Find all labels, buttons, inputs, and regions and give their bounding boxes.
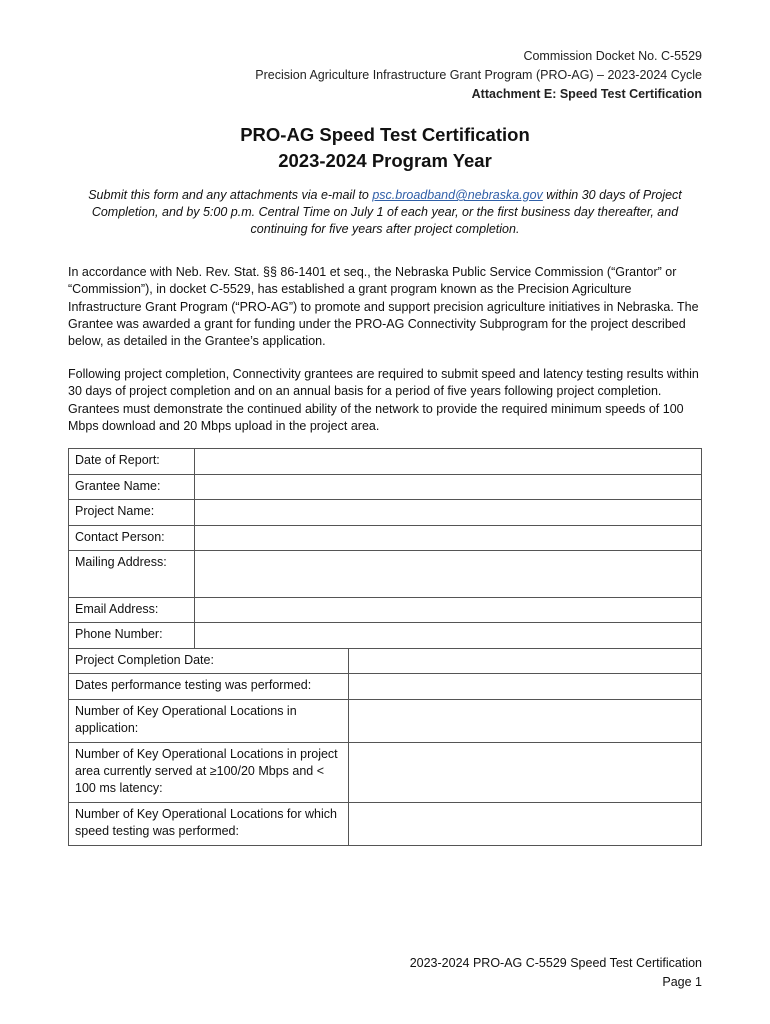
kol-served-label: Number of Key Operational Locations in project area currently served at ≥100/20 Mbps and < 100 ms latency: xyxy=(69,743,349,803)
grantee-name-label: Grantee Name: xyxy=(69,475,195,500)
form-row xyxy=(69,803,702,846)
form-row xyxy=(69,551,702,598)
form-row xyxy=(69,475,702,500)
document-header xyxy=(255,47,702,104)
date-of-report-label: Date of Report: xyxy=(69,449,195,475)
contact-person-field[interactable] xyxy=(194,526,701,551)
email-address-label: Email Address: xyxy=(69,598,195,623)
email-link[interactable]: psc.broadband@nebraska.gov xyxy=(372,188,543,202)
title-line-1: PRO-AG Speed Test Certification xyxy=(240,124,530,145)
form-row xyxy=(69,700,702,743)
form-row xyxy=(69,598,702,623)
kol-application-label: Number of Key Operational Locations in application: xyxy=(69,700,349,743)
project-name-field[interactable] xyxy=(194,500,701,526)
form-row xyxy=(69,449,702,475)
program-name: Precision Agriculture Infrastructure Grant Program (PRO-AG) – 2023-2024 Cycle xyxy=(255,68,702,82)
docket-number: Commission Docket No. C-5529 xyxy=(523,49,702,63)
mailing-address-field[interactable] xyxy=(194,551,701,598)
form-row xyxy=(69,526,702,551)
form-row xyxy=(69,623,702,649)
email-address-field[interactable] xyxy=(194,598,701,623)
instructions-text-start: Submit this form and any attachments via e-mail to xyxy=(88,188,373,202)
testing-dates-field[interactable] xyxy=(348,674,701,700)
form-row xyxy=(69,500,702,526)
grantee-name-field[interactable] xyxy=(194,475,701,500)
kol-served-field[interactable] xyxy=(348,743,701,803)
footer-document-name: 2023-2024 PRO-AG C-5529 Speed Test Certification xyxy=(409,956,702,970)
page-footer xyxy=(410,954,702,992)
phone-number-label: Phone Number: xyxy=(69,623,195,649)
submission-instructions xyxy=(80,187,690,238)
kol-tested-field[interactable] xyxy=(348,803,701,846)
page-number: Page 1 xyxy=(662,975,702,989)
form-row xyxy=(69,649,702,674)
form-row xyxy=(69,743,702,803)
requirements-paragraph: Following project completion, Connectivity grantees are required to submit speed and latency testing results within 30 days of project completion and on an annual basis for a period of five years following project completion. Grantees must demonstrate the continued ability of the network to provide the required minimum speeds of 100 Mbps download and 20 Mbps upload in the project area. xyxy=(68,367,699,433)
date-of-report-field[interactable] xyxy=(194,449,701,475)
completion-date-label: Project Completion Date: xyxy=(69,649,349,674)
page-title xyxy=(0,122,770,174)
certification-form-table xyxy=(68,448,702,846)
testing-dates-label: Dates performance testing was performed: xyxy=(69,674,349,700)
mailing-address-label: Mailing Address: xyxy=(69,551,195,598)
title-line-2: 2023-2024 Program Year xyxy=(278,150,492,171)
phone-number-field[interactable] xyxy=(194,623,701,649)
instructions-text-end: within 30 days of Project Completion, and by 5:00 p.m. Central Time on July 1 of each year, or the first business day thereafter, and continuing for five years after project completion. xyxy=(91,188,682,236)
intro-paragraph: In accordance with Neb. Rev. Stat. §§ 86-1401 et seq., the Nebraska Public Service Commission (“Grantor” or “Commission”), in docket C-5529, has established a grant program known as the Precision Agriculture Infrastructure Grant Program (“PRO-AG”) to promote and support precision agriculture initiatives in Nebraska. The Grantee was awarded a grant for funding under the PRO-AG Connectivity Subprogram for the project described below, as detailed in the Grantee’s application. xyxy=(68,265,699,349)
completion-date-field[interactable] xyxy=(348,649,701,674)
kol-application-field[interactable] xyxy=(348,700,701,743)
form-row xyxy=(69,674,702,700)
contact-person-label: Contact Person: xyxy=(69,526,195,551)
kol-tested-label: Number of Key Operational Locations for which speed testing was performed: xyxy=(69,803,349,846)
project-name-label: Project Name: xyxy=(69,500,195,526)
attachment-label: Attachment E: Speed Test Certification xyxy=(471,87,702,101)
